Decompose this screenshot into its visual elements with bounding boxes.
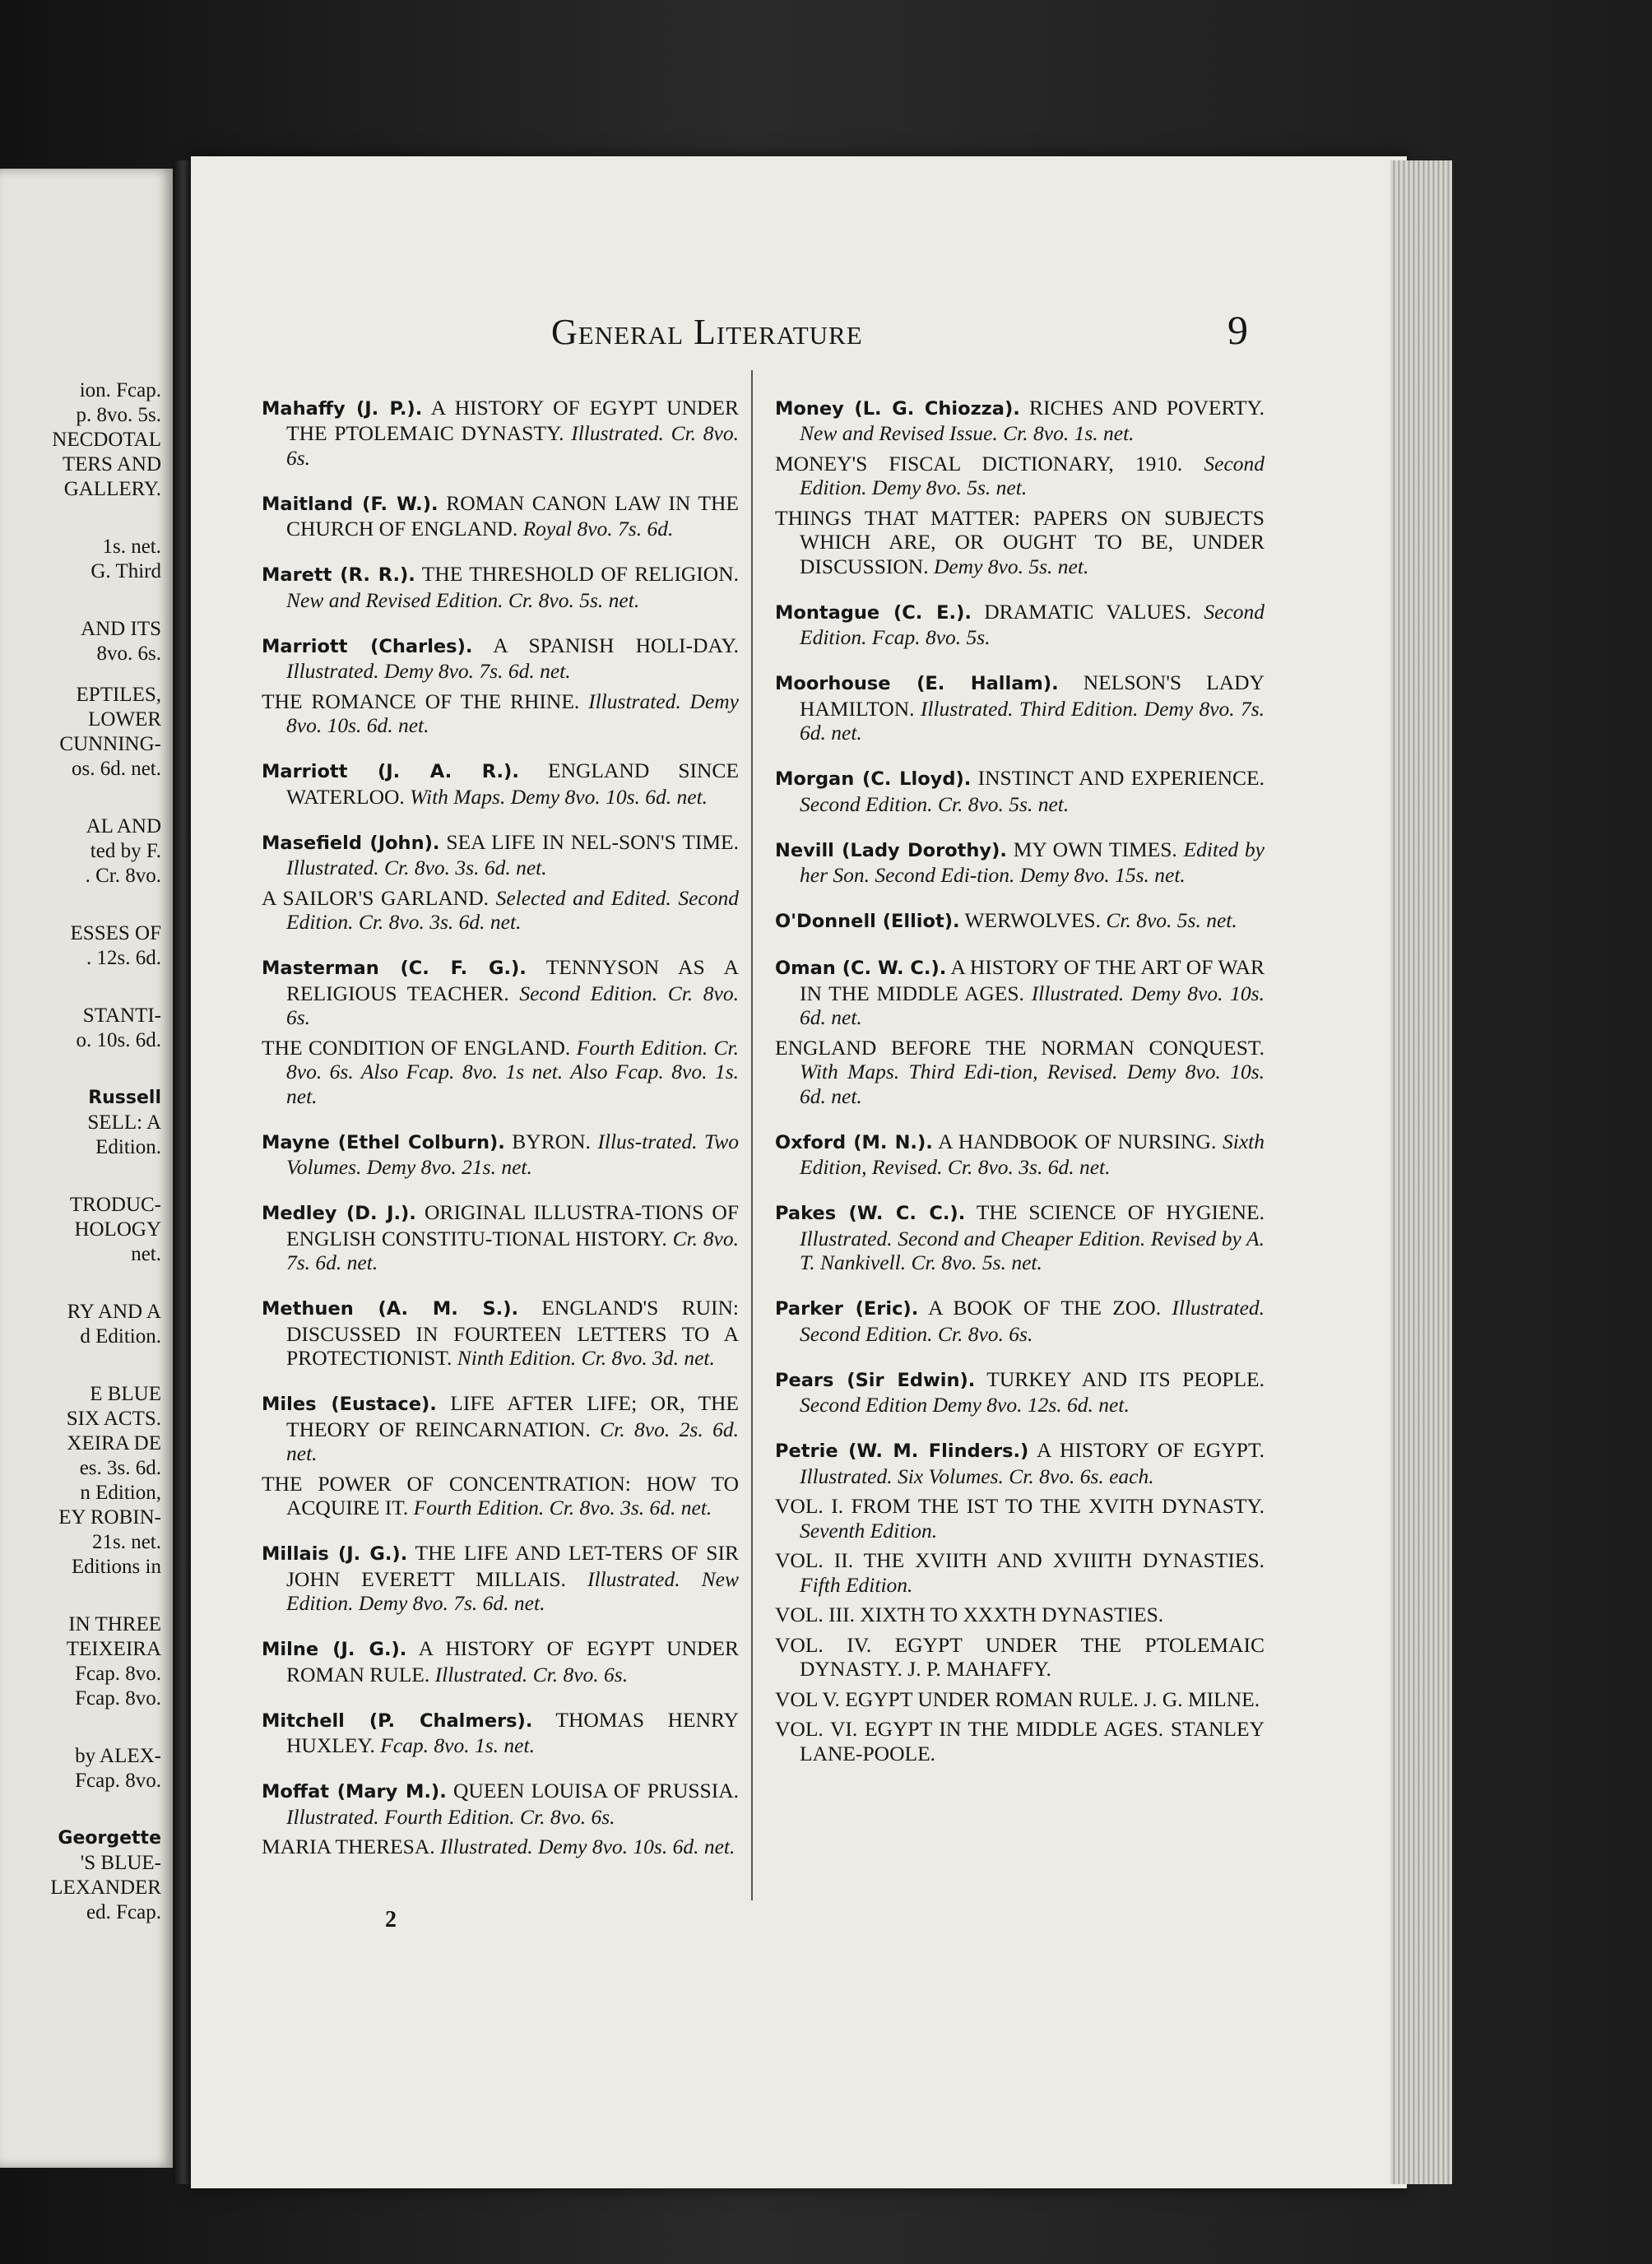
facing-page-text-fragment: HOLOGY	[74, 1218, 161, 1241]
book-title: VOL. VI. EGYPT IN THE MIDDLE AGES. STANLEY LANE-POOLE.	[775, 1717, 1265, 1765]
catalogue-entry	[775, 1548, 1265, 1597]
facing-page-text-fragment: E BLUE	[90, 1383, 161, 1405]
facing-page-text-fragment: LEXANDER	[50, 1877, 161, 1899]
author-name: Millais (J. G.).	[262, 1543, 408, 1565]
publication-details: Demy 8vo. 5s. net.	[933, 554, 1089, 578]
book-title: A HISTORY OF EGYPT.	[1036, 1438, 1265, 1462]
book-title: THE ROMANCE OF THE RHINE.	[262, 689, 580, 713]
facing-page-text-fragment: ion. Fcap.	[79, 379, 161, 401]
catalogue-entry	[262, 759, 739, 809]
facing-page-text-fragment: Fcap. 8vo.	[75, 1663, 161, 1685]
author-name: Moffat (Mary M.).	[262, 1781, 447, 1802]
facing-page-text-fragment: SIX ACTS.	[66, 1408, 161, 1430]
publication-details: Illustrated. Cr. 8vo. 3s. 6d. net.	[286, 856, 547, 879]
facing-page-text-fragment: EY ROBIN-	[58, 1506, 161, 1529]
book-title: VOL. I. FROM THE IST TO THE XVITH DYNASTY.	[775, 1494, 1265, 1518]
facing-page-text-fragment: G. Third	[90, 560, 161, 582]
catalogue-entry	[775, 1438, 1265, 1488]
facing-page-text-fragment: TEIXEIRA	[66, 1638, 161, 1660]
catalogue-entry	[262, 633, 739, 684]
facing-page-text-fragment: p. 8vo. 5s.	[76, 404, 161, 426]
author-name: Miles (Eustace).	[262, 1394, 437, 1415]
publication-details: Second Edition Demy 8vo. 12s. 6d. net.	[800, 1393, 1130, 1417]
book-title: A BOOK OF THE ZOO.	[928, 1296, 1162, 1320]
facing-page-text-fragment: d Edition.	[80, 1325, 161, 1348]
publication-details: Fourth Edition. Cr. 8vo. 6s. Also Fcap. 8vo. 1s net. Also Fcap. 8vo. 1s. net.	[286, 1035, 739, 1108]
book-title: VOL. III. XIXTH TO XXXTH DYNASTIES.	[775, 1603, 1164, 1626]
catalogue-column-right	[775, 374, 1265, 1778]
facing-page-text-fragment: 'S BLUE-	[80, 1852, 161, 1874]
author-name: Marriott (J. A. R.).	[262, 761, 519, 782]
facing-page-text-fragment: Editions in	[71, 1556, 161, 1578]
facing-page-text-fragment: AL AND	[86, 815, 161, 837]
book-title: ORIGINAL ILLUSTRA-TIONS OF ENGLISH CONSTITU-TIONAL HISTORY.	[286, 1200, 739, 1250]
publication-details: Cr. 8vo. 2s. 6d. net.	[286, 1417, 739, 1465]
book-title: THE SCIENCE OF HYGIENE.	[976, 1200, 1265, 1224]
book-title: ENGLAND'S RUIN: DISCUSSED IN FOURTEEN LETTERS TO A PROTECTIONIST.	[286, 1296, 740, 1370]
catalogue-entry	[262, 1391, 739, 1466]
publication-details: With Maps. Demy 8vo. 10s. 6d. net.	[410, 784, 708, 809]
running-title: General Literature	[551, 312, 863, 352]
book-title: ENGLAND BEFORE THE NORMAN CONQUEST.	[775, 1035, 1265, 1060]
facing-page-text-fragment: XEIRA DE	[67, 1432, 161, 1454]
author-name: Mitchell (P. Chalmers).	[262, 1710, 533, 1732]
catalogue-entry	[262, 1200, 739, 1275]
publication-details: Ninth Edition. Cr. 8vo. 3d. net.	[457, 1346, 715, 1370]
facing-page-text-fragment: GALLERY.	[63, 478, 161, 500]
facing-page-text-fragment: Edition.	[95, 1136, 161, 1158]
publication-details: Illustrated. Demy 8vo. 10s. 6d. net.	[440, 1835, 736, 1858]
catalogue-entry	[262, 1130, 739, 1180]
author-name: Morgan (C. Lloyd).	[775, 768, 972, 790]
author-name: O'Donnell (Elliot).	[775, 911, 960, 932]
catalogue-entry	[775, 1296, 1265, 1346]
book-title: THE THRESHOLD OF RELIGION.	[421, 562, 739, 586]
author-name: Montague (C. E.).	[775, 601, 972, 624]
catalogue-entry	[262, 886, 739, 935]
facing-page-text-fragment: es. 3s. 6d.	[79, 1457, 161, 1479]
publication-details: Illustrated. Demy 8vo. 7s. 6d. net.	[286, 659, 571, 683]
publication-details: Illustrated. Third Edition. Demy 8vo. 7s. 6d. net.	[800, 696, 1265, 745]
signature-mark: 2	[385, 1907, 397, 1932]
publication-details: Illustrated. Demy 8vo. 10s. 6d. net.	[286, 689, 740, 737]
facing-page-text-fragment: net.	[131, 1243, 161, 1265]
publication-details: Edited by her Son. Second Edi-tion. Demy 8vo. 15s. net.	[800, 837, 1265, 887]
book-title: VOL. II. THE XVIITH AND XVIIITH DYNASTIES.	[775, 1548, 1265, 1572]
facing-page-text-fragment: STANTI-	[82, 1004, 161, 1027]
catalogue-entry	[775, 1130, 1265, 1180]
catalogue-entry	[775, 396, 1265, 446]
author-name: Milne (J. G.).	[262, 1639, 407, 1660]
catalogue-entry	[775, 1603, 1265, 1627]
catalogue-entry	[262, 1835, 739, 1859]
author-name: Masterman (C. F. G.).	[262, 958, 527, 979]
book-title: QUEEN LOUISA OF PRUSSIA.	[453, 1779, 740, 1802]
author-name: Money (L. G. Chiozza).	[775, 397, 1020, 420]
catalogue-entry	[262, 1779, 739, 1829]
catalogue-entry	[775, 908, 1265, 935]
catalogue-entry	[262, 1036, 739, 1109]
facing-page-text-fragment: AND ITS	[81, 618, 161, 640]
book-title: TURKEY AND ITS PEOPLE.	[986, 1366, 1265, 1391]
page-number: 9	[1227, 307, 1248, 353]
book-title: A HISTORY OF EGYPT UNDER ROMAN RULE.	[286, 1636, 739, 1686]
catalogue-entry	[262, 491, 739, 541]
catalogue-entry	[262, 1296, 739, 1371]
facing-page-text-fragment: Russell	[88, 1088, 161, 1108]
facing-page-text-fragment: os. 6d. net.	[71, 758, 161, 780]
catalogue-entry	[262, 562, 739, 612]
book-title: NELSON'S LADY HAMILTON.	[800, 670, 1265, 721]
publication-details: Second Edition. Cr. 8vo. 6s.	[286, 981, 740, 1029]
catalogue-entry	[262, 1708, 739, 1758]
facing-page-text-fragment: Fcap. 8vo.	[75, 1687, 161, 1710]
book-title: RICHES AND POVERTY.	[1028, 395, 1265, 420]
catalogue-column-left	[262, 374, 739, 1872]
facing-page-text-fragment: 1s. net.	[102, 536, 161, 558]
publication-details: Cr. 8vo. 7s. 6d. net.	[286, 1226, 739, 1274]
author-name: Methuen (A. M. S.).	[262, 1298, 519, 1320]
facing-page-left	[0, 169, 173, 2168]
author-name: Nevill (Lady Dorothy).	[775, 839, 1007, 861]
catalogue-entry	[262, 830, 739, 880]
author-name: Pears (Sir Edwin).	[775, 1369, 976, 1391]
catalogue-entry	[262, 396, 739, 471]
facing-page-text-fragment: IN THREE	[68, 1613, 161, 1635]
author-name: Pakes (W. C. C.).	[775, 1203, 966, 1224]
author-name: Moorhouse (E. Hallam).	[775, 673, 1059, 694]
book-title: A HISTORY OF THE ART OF WAR IN THE MIDDLE AGES.	[800, 955, 1265, 1005]
publication-details: Second Edition. Demy 8vo. 5s. net.	[800, 451, 1265, 499]
facing-page-text-fragment: TRODUC-	[69, 1194, 161, 1216]
publication-details: With Maps. Third Edi-tion, Revised. Demy 8vo. 10s. 6d. net.	[800, 1060, 1265, 1108]
author-name: Masefield (John).	[262, 832, 440, 854]
publication-details: Illustrated. Fourth Edition. Cr. 8vo. 6s.	[286, 1804, 615, 1829]
publication-details: Illustrated. Second Edition. Cr. 8vo. 6s.	[800, 1296, 1265, 1346]
book-title: A SAILOR'S GARLAND.	[262, 885, 490, 910]
publication-details: Second Edition. Cr. 8vo. 5s. net.	[800, 791, 1070, 816]
book-title: BYRON.	[512, 1129, 591, 1153]
book-title: VOL V. EGYPT UNDER ROMAN RULE. J. G. MILNE.	[775, 1686, 1260, 1711]
facing-page-text-fragment: Fcap. 8vo.	[75, 1770, 161, 1792]
author-name: Oman (C. W. C.).	[775, 958, 947, 979]
author-name: Marett (R. R.).	[262, 564, 415, 586]
publication-details: Fcap. 8vo. 1s. net.	[380, 1733, 535, 1757]
book-title: DRAMATIC VALUES.	[984, 599, 1192, 624]
facing-page-text-fragment: Georgette	[58, 1828, 161, 1849]
book-title: LIFE AFTER LIFE; OR, THE THEORY OF REINCARNATION.	[286, 1391, 740, 1441]
publication-details: Royal 8vo. 7s. 6d.	[522, 517, 674, 540]
publication-details: Illustrated. Cr. 8vo. 6s.	[434, 1662, 629, 1686]
publication-details: New and Revised Issue. Cr. 8vo. 1s. net.	[800, 421, 1135, 445]
publication-details: Cr. 8vo. 5s. net.	[1106, 908, 1237, 932]
catalogue-entry	[775, 837, 1265, 888]
publication-details: Seventh Edition.	[800, 1518, 938, 1543]
book-title: A HANDBOOK OF NURSING.	[938, 1129, 1217, 1153]
facing-page-text-fragment: 21s. net.	[91, 1531, 161, 1553]
catalogue-entry	[262, 955, 739, 1030]
catalogue-entry	[262, 689, 739, 738]
publication-details: Fourth Edition. Cr. 8vo. 3s. 6d. net.	[413, 1496, 712, 1519]
facing-page-text-fragment: RY AND A	[67, 1301, 161, 1323]
book-title: VOL. IV. EGYPT UNDER THE PTOLEMAIC DYNASTY. J. P. MAHAFFY.	[775, 1632, 1265, 1681]
book-title: THE LIFE AND LET-TERS OF SIR JOHN EVERETT MILLAIS.	[286, 1541, 739, 1591]
catalogue-entry	[775, 506, 1265, 579]
book-title: THOMAS HENRY HUXLEY.	[286, 1707, 739, 1757]
facing-page-text-fragment: EPTILES,	[76, 684, 161, 706]
catalogue-entry	[775, 766, 1265, 816]
publication-details: New and Revised Edition. Cr. 8vo. 5s. net.	[286, 587, 640, 612]
publication-details: Second Edition. Fcap. 8vo. 5s.	[800, 599, 1265, 649]
author-name: Medley (D. J.).	[262, 1203, 416, 1224]
publication-details: Illustrated. New Edition. Demy 8vo. 7s. 6d. net.	[286, 1566, 739, 1615]
publication-details: Fifth Edition.	[800, 1572, 913, 1597]
page-edges	[1390, 160, 1452, 2184]
facing-page-text-fragment: LOWER	[88, 708, 161, 731]
author-name: Mahaffy (J. P.).	[262, 397, 423, 420]
author-name: Marriott (Charles).	[262, 635, 473, 657]
publication-details: Illustrated. Demy 8vo. 10s. 6d. net.	[800, 981, 1265, 1029]
facing-page-text-fragment: . 12s. 6d.	[86, 947, 161, 969]
publication-details: Selected and Edited. Second Edition. Cr. 8vo. 3s. 6d. net.	[286, 885, 739, 934]
column-divider	[751, 370, 753, 1900]
catalogue-entry	[775, 1036, 1265, 1109]
book-title: TENNYSON AS A RELIGIOUS TEACHER.	[286, 955, 739, 1005]
book-title: THE CONDITION OF ENGLAND.	[262, 1035, 571, 1060]
facing-page-text-fragment: 8vo. 6s.	[96, 643, 161, 665]
author-name: Maitland (F. W.).	[262, 493, 439, 515]
publication-details: Illustrated. Second and Cheaper Edition. Revised by A. T. Nankivell. Cr. 8vo. 5s. net.	[800, 1226, 1265, 1274]
author-name: Oxford (M. N.).	[775, 1131, 933, 1153]
book-title: A SPANISH HOLI-DAY.	[493, 633, 739, 657]
author-name: Petrie (W. M. Flinders.)	[775, 1441, 1029, 1462]
catalogue-entry	[775, 1494, 1265, 1543]
book-title: INSTINCT AND EXPERIENCE.	[977, 766, 1265, 790]
author-name: Mayne (Ethel Colburn).	[262, 1131, 505, 1153]
author-name: Parker (Eric).	[775, 1298, 919, 1320]
book-title: MY OWN TIMES.	[1013, 837, 1177, 861]
book-title: SEA LIFE IN NEL-SON'S TIME.	[446, 829, 739, 854]
catalogue-entry	[262, 1472, 739, 1520]
facing-page-text-fragment: . Cr. 8vo.	[85, 865, 161, 887]
publication-details: Illustrated. Cr. 8vo. 6s.	[286, 421, 739, 470]
facing-page-text-fragment: n Edition,	[80, 1482, 161, 1504]
publication-details: Illustrated. Six Volumes. Cr. 8vo. 6s. each.	[800, 1464, 1154, 1488]
catalogue-entry	[775, 1633, 1265, 1682]
catalogue-entry	[775, 1367, 1265, 1417]
book-title: MARIA THERESA.	[262, 1835, 435, 1858]
book-title: THE POWER OF CONCENTRATION: HOW TO ACQUIRE IT.	[262, 1471, 739, 1519]
catalogue-entry	[775, 1687, 1265, 1712]
facing-page-text-fragment: o. 10s. 6d.	[76, 1029, 161, 1051]
facing-page-text-fragment: CUNNING-	[59, 733, 161, 755]
book-title: WERWOLVES.	[964, 908, 1101, 932]
catalogue-entry	[775, 955, 1265, 1030]
catalogue-entry	[262, 1636, 739, 1686]
catalogue-entry	[775, 452, 1265, 500]
facing-page-text-fragment: ted by F.	[90, 840, 161, 862]
facing-page-text-fragment: SELL: A	[87, 1111, 161, 1134]
facing-page-text-fragment: ESSES OF	[70, 922, 161, 944]
catalogue-entry	[775, 1717, 1265, 1765]
book-gutter	[173, 160, 191, 2184]
facing-page-text-fragment: by ALEX-	[75, 1745, 161, 1767]
facing-page-text-fragment: TERS AND	[62, 453, 161, 476]
publication-details: Sixth Edition, Revised. Cr. 8vo. 3s. 6d. net.	[800, 1129, 1265, 1179]
book-title: A HISTORY OF EGYPT UNDER THE PTOLEMAIC DYNASTY.	[286, 395, 739, 445]
book-title: ENGLAND SINCE WATERLOO.	[286, 759, 740, 809]
facing-page-text-fragment: ed. Fcap.	[86, 1901, 161, 1923]
catalogue-entry	[775, 600, 1265, 650]
book-title: ROMAN CANON LAW IN THE CHURCH OF ENGLAND.	[286, 490, 739, 540]
book-title: MONEY'S FISCAL DICTIONARY, 1910.	[775, 451, 1183, 476]
book-title: THINGS THAT MATTER: PAPERS ON SUBJECTS WHICH ARE, OR OUGHT TO BE, UNDER DISCUSSION.	[775, 505, 1265, 578]
facing-page-text-fragment: NECDOTAL	[52, 429, 161, 451]
catalogue-entry	[775, 670, 1265, 745]
publication-details: Illus-trated. Two Volumes. Demy 8vo. 21s. net.	[286, 1129, 740, 1179]
catalogue-entry	[775, 1200, 1265, 1275]
catalogue-entry	[262, 1541, 739, 1616]
